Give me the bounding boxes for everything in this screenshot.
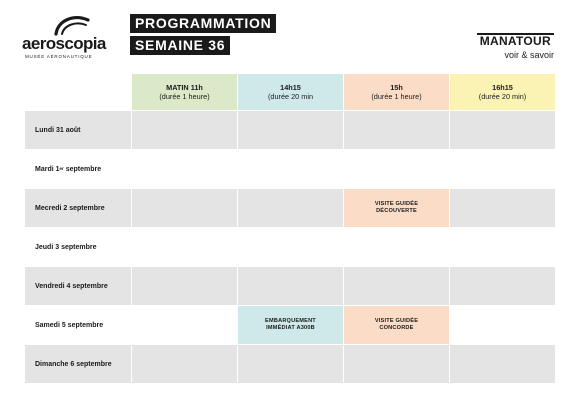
logo-subtitle: MUSÉE AÉRONAUTIQUE	[25, 54, 93, 59]
slot-empty	[131, 188, 237, 227]
slot-empty	[449, 305, 555, 344]
column-time: MATIN 11h	[166, 83, 203, 92]
row-label-mardi: Mardi 1 er septembre	[24, 149, 131, 188]
slot-empty	[237, 344, 343, 383]
event-line: IMMÉDIAT A300B	[266, 325, 315, 331]
event-line: VISITE GUIDÉE	[374, 201, 419, 207]
column-duration: (durée 20 min)	[478, 92, 527, 101]
slot-empty	[237, 227, 343, 266]
slot-empty	[131, 227, 237, 266]
logo-wordmark: aeroscopia	[22, 34, 106, 53]
slot-empty	[343, 344, 449, 383]
row-label-samedi: Samedi 5 septembre	[24, 305, 131, 344]
event-line: VISITE GUIDÉE	[374, 318, 419, 324]
slot-empty	[449, 149, 555, 188]
slot-empty	[343, 266, 449, 305]
column-header-15h	[343, 73, 449, 110]
manatour-logo	[477, 32, 554, 61]
row-label-dimanche: Dimanche 6 septembre	[24, 344, 131, 383]
event-line: CONCORDE	[379, 325, 414, 331]
slot-empty	[131, 149, 237, 188]
event-line: DÉCOUVERTE	[376, 208, 417, 214]
column-duration: (durée 1 heure)	[159, 92, 210, 101]
day-text: Mardi 1	[35, 165, 60, 173]
page-title	[130, 14, 276, 58]
event-line: EMBARQUEMENT	[265, 318, 316, 324]
column-duration: (durée 1 heure)	[371, 92, 422, 101]
column-time: 15h	[390, 83, 403, 92]
slot-empty	[237, 266, 343, 305]
row-label-lundi: Lundi 31 août	[24, 110, 131, 149]
column-time: 16h15	[492, 83, 513, 92]
row-label-mercredi: Mecredi 2 septembre	[24, 188, 131, 227]
logo-swoosh-icon	[52, 14, 92, 36]
slot-empty	[131, 110, 237, 149]
slot-empty	[237, 188, 343, 227]
slot-empty	[131, 266, 237, 305]
event-visite-concorde	[343, 305, 449, 344]
day-text: septembre	[63, 165, 102, 173]
slot-empty	[449, 266, 555, 305]
partner-tagline: voir & savoir	[504, 50, 554, 60]
slot-empty	[131, 344, 237, 383]
title-line-1: PROGRAMMATION	[130, 14, 276, 33]
slot-empty	[449, 110, 555, 149]
slot-empty	[237, 110, 343, 149]
schedule-table	[24, 73, 555, 383]
event-embarquement-a300b	[237, 305, 343, 344]
column-duration: (durée 20 min	[267, 92, 314, 101]
slot-empty	[237, 149, 343, 188]
partner-name: MANATOUR	[477, 33, 554, 48]
column-time: 14h15	[280, 83, 301, 92]
slot-empty	[131, 305, 237, 344]
slot-empty	[449, 227, 555, 266]
aeroscopia-logo	[22, 14, 122, 60]
slot-empty	[343, 149, 449, 188]
column-header-1415	[237, 73, 343, 110]
column-header-1615	[449, 73, 555, 110]
row-label-jeudi: Jeudi 3 septembre	[24, 227, 131, 266]
event-visite-decouverte	[343, 188, 449, 227]
slot-empty	[343, 227, 449, 266]
column-header-matin	[131, 73, 237, 110]
title-line-2: SEMAINE 36	[130, 36, 230, 55]
row-label-vendredi: Vendredi 4 septembre	[24, 266, 131, 305]
slot-empty	[343, 110, 449, 149]
slot-empty	[449, 188, 555, 227]
table-corner	[24, 73, 131, 110]
slot-empty	[449, 344, 555, 383]
